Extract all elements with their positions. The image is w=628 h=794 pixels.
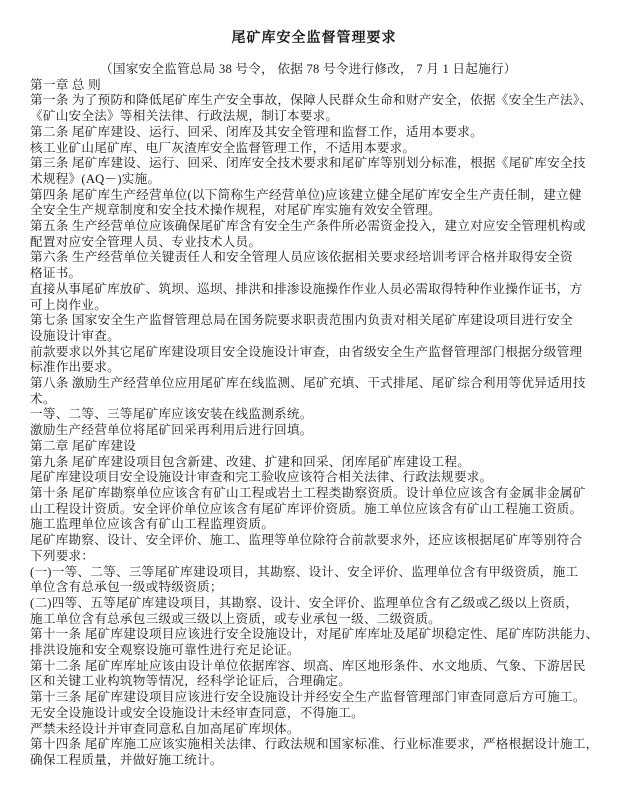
document-line: 《矿山安全法》等相关法律、行政法规，制订本要求。 bbox=[30, 109, 339, 124]
document-line: 单位含有总承包一级或特级资质； bbox=[30, 580, 223, 595]
document-line: 第十三条 尾矿库建设项目应该进行安全设施设计并经安全生产监督管理部门审查同意后方可施工。 bbox=[30, 690, 586, 705]
document-line: 第八条 激励生产经营单位应用尾矿库在线监测、尾矿充填、干式排尾、尾矿综合利用等优异适用技 bbox=[30, 376, 586, 391]
document-line: 施工监理单位应该含有矿山工程监理资质。 bbox=[30, 517, 275, 532]
document-line: 第二章 尾矿库建设 bbox=[30, 438, 137, 453]
document-line: 前款要求以外其它尾矿库建设项目安全设施设计审查，由省级安全生产监督管理部门根据分级管理 bbox=[30, 344, 583, 359]
document-line: 设施设计审查。 bbox=[30, 328, 120, 343]
document-line: 山工程设计资质。安全评价单位应该含有尾矿库评价资质。施工单位应该含有矿山工程施工资质。 bbox=[30, 501, 583, 516]
document-line: 一等、二等、三等尾矿库应该安装在线监测系统。 bbox=[30, 407, 313, 422]
document-line: 严禁未经设计并审查同意私自加高尾矿库坝体。 bbox=[30, 721, 300, 736]
document-line: 直接从事尾矿库放矿、筑坝、巡坝、排洪和排渗设施操作作业人员必需取得特种作业操作证书，方 bbox=[30, 281, 583, 296]
document-line: 术规程》(AQ－)实施。 bbox=[30, 171, 161, 186]
document-body bbox=[30, 62, 605, 769]
document-line: 第七条 国家安全生产监督管理总局在国务院要求职责范围内负责对相关尾矿库建设项目进行安全 bbox=[30, 313, 573, 328]
document-line: 施工单位含有总承包三级或三级以上资质，或专业承包一级、二级资质。 bbox=[30, 611, 441, 626]
document-line: 第一章 总 则 bbox=[30, 77, 102, 92]
document-line: 核工业矿山尾矿库、电厂灰渣库安全监督管理工作，不适用本要求。 bbox=[30, 140, 416, 155]
document-line: 第三条 尾矿库建设、运行、回采、闭库安全技术要求和尾矿库等别划分标准，根据《尾矿库安全技 bbox=[30, 156, 586, 171]
document-line: 尾矿库建设项目安全设施设计审查和完工验收应该符合相关法律、行政法规要求。 bbox=[30, 470, 493, 485]
page-title: 尾矿库安全监督管理要求 bbox=[231, 31, 397, 46]
document-line: 第二条 尾矿库建设、运行、回采、闭库及其安全管理和监督工作，适用本要求。 bbox=[30, 124, 483, 139]
document-line: 标准作出要求。 bbox=[30, 360, 120, 375]
document-line: 第十一条 尾矿库建设项目应该进行安全设施设计，对尾矿库库址及尾矿坝稳定性、尾矿库防洪能力、 bbox=[30, 627, 599, 642]
document-line: 全安全生产规章制度和安全技术操作规程，对尾矿库实施有效安全管理。 bbox=[30, 203, 441, 218]
document-line: 激励生产经营单位将尾矿回采再利用后进行回填。 bbox=[30, 423, 313, 438]
document-line: 第五条 生产经营单位应该确保尾矿库含有安全生产条件所必需资金投入，建立对应安全管理机构或 bbox=[30, 219, 586, 234]
document-line: 可上岗作业。 bbox=[30, 297, 108, 312]
document-line: 第十二条 尾矿库库址应该由设计单位依据库容、坝高、库区地形条件、水文地质、气象、下游居民 bbox=[30, 658, 586, 673]
document-line: 格证书。 bbox=[30, 266, 82, 281]
document-line: 确保工程质量，并做好施工统计。 bbox=[30, 752, 223, 767]
document-line: 术。 bbox=[30, 391, 56, 406]
document-line: 第四条 尾矿库生产经营单位(以下简称生产经营单位)应该建立健全尾矿库安全生产责任制，建立健 bbox=[30, 187, 582, 202]
document-line: 尾矿库勘察、设计、安全评价、施工、监理等单位除符合前款要求外，还应该根据尾矿库等别符合 bbox=[30, 533, 583, 548]
document-line: 区和关键工业构筑物等情况，经科学论证后，合理确定。 bbox=[30, 674, 352, 689]
document-line: (二)四等、五等尾矿库建设项目，其勘察、设计、安全评价、监理单位含有乙级或乙级以上资质， bbox=[30, 595, 579, 610]
document-line: 排洪设施和安全观察设施可靠性进行充足论证。 bbox=[30, 643, 300, 658]
document-line: 第六条 生产经营单位关键责任人和安全管理人员应该依据相关要求经培训考评合格并取得安全资 bbox=[30, 250, 573, 265]
document-line: 第十四条 尾矿库施工应该实施相关法律、行政法规和国家标准、行业标准要求，严格根据设计施工， bbox=[30, 737, 599, 752]
document-line: 下列要求： bbox=[30, 548, 95, 563]
document-line: 第九条 尾矿库建设项目包含新建、改建、扩建和回采、闭库尾矿库建设工程。 bbox=[30, 454, 471, 469]
document-lines bbox=[30, 78, 605, 769]
document-line: (一)一等、二等、三等尾矿库建设项目，其勘察、设计、安全评价、监理单位含有甲级资质，施工 bbox=[30, 564, 579, 579]
document-line: 无安全设施设计或安全设施设计未经审查同意，不得施工。 bbox=[30, 705, 364, 720]
document-subtitle: （国家安全监管总局 38 号令， 依据 78 号令进行修改， 7 月 1 日起施行） bbox=[100, 62, 517, 76]
document-line: 第十条 尾矿库勘察单位应该含有矿山工程或岩土工程类勘察资质。设计单位应该含有金属非金属矿 bbox=[30, 485, 586, 500]
document-line: 配置对应安全管理人员、专业技术人员。 bbox=[30, 234, 262, 249]
document-line: 第一条 为了预防和降低尾矿库生产安全事故，保障人民群众生命和财产安全，依据《安全生产法》、 bbox=[30, 93, 593, 108]
